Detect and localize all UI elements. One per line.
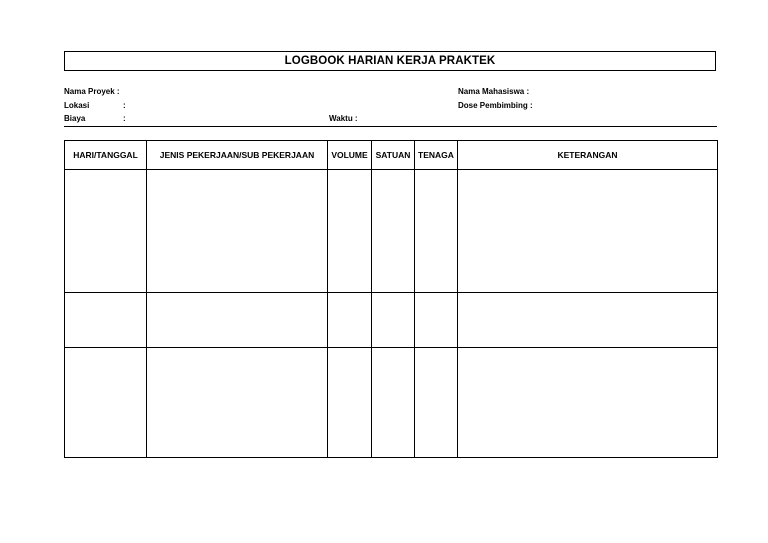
biaya-colon: : — [123, 114, 126, 123]
waktu-label: Waktu : — [329, 114, 358, 123]
lokasi-colon: : — [123, 101, 126, 110]
cell-hari-tanggal[interactable] — [65, 293, 147, 348]
table-row — [65, 293, 718, 348]
table-header-row — [65, 141, 718, 170]
page-title-text: LOGBOOK HARIAN KERJA PRAKTEK — [284, 55, 496, 67]
cell-jenis-pekerjaan[interactable] — [147, 170, 328, 293]
header-divider — [64, 126, 717, 127]
header-satuan: SATUAN — [372, 141, 415, 170]
dose-pembimbing-label: Dose Pembimbing : — [458, 101, 533, 110]
header-tenaga: TENAGA — [415, 141, 458, 170]
biaya-label — [64, 114, 85, 124]
biaya-label-text: Biaya — [64, 114, 86, 123]
cell-hari-tanggal[interactable] — [65, 170, 147, 293]
nama-proyek-label: Nama Proyek : — [64, 87, 120, 96]
page-title — [64, 51, 716, 71]
cell-satuan[interactable] — [372, 170, 415, 293]
logbook-table — [64, 140, 718, 458]
header-volume: VOLUME — [328, 141, 372, 170]
header-hari-tanggal: HARI/TANGGAL — [65, 141, 147, 170]
lokasi-label — [64, 101, 89, 111]
cell-tenaga[interactable] — [415, 170, 458, 293]
lokasi-label-text: Lokasi — [64, 101, 90, 110]
header-keterangan: KETERANGAN — [458, 141, 718, 170]
cell-satuan[interactable] — [372, 348, 415, 458]
cell-keterangan[interactable] — [458, 170, 718, 293]
cell-volume[interactable] — [328, 293, 372, 348]
cell-satuan[interactable] — [372, 293, 415, 348]
cell-hari-tanggal[interactable] — [65, 348, 147, 458]
nama-mahasiswa-label: Nama Mahasiswa : — [458, 87, 530, 96]
header-jenis-pekerjaan: JENIS PEKERJAAN/SUB PEKERJAAN — [147, 141, 328, 170]
cell-tenaga[interactable] — [415, 348, 458, 458]
table-row — [65, 170, 718, 293]
cell-tenaga[interactable] — [415, 293, 458, 348]
cell-volume[interactable] — [328, 170, 372, 293]
cell-keterangan[interactable] — [458, 293, 718, 348]
cell-jenis-pekerjaan[interactable] — [147, 293, 328, 348]
table-row — [65, 348, 718, 458]
cell-jenis-pekerjaan[interactable] — [147, 348, 328, 458]
cell-volume[interactable] — [328, 348, 372, 458]
cell-keterangan[interactable] — [458, 348, 718, 458]
